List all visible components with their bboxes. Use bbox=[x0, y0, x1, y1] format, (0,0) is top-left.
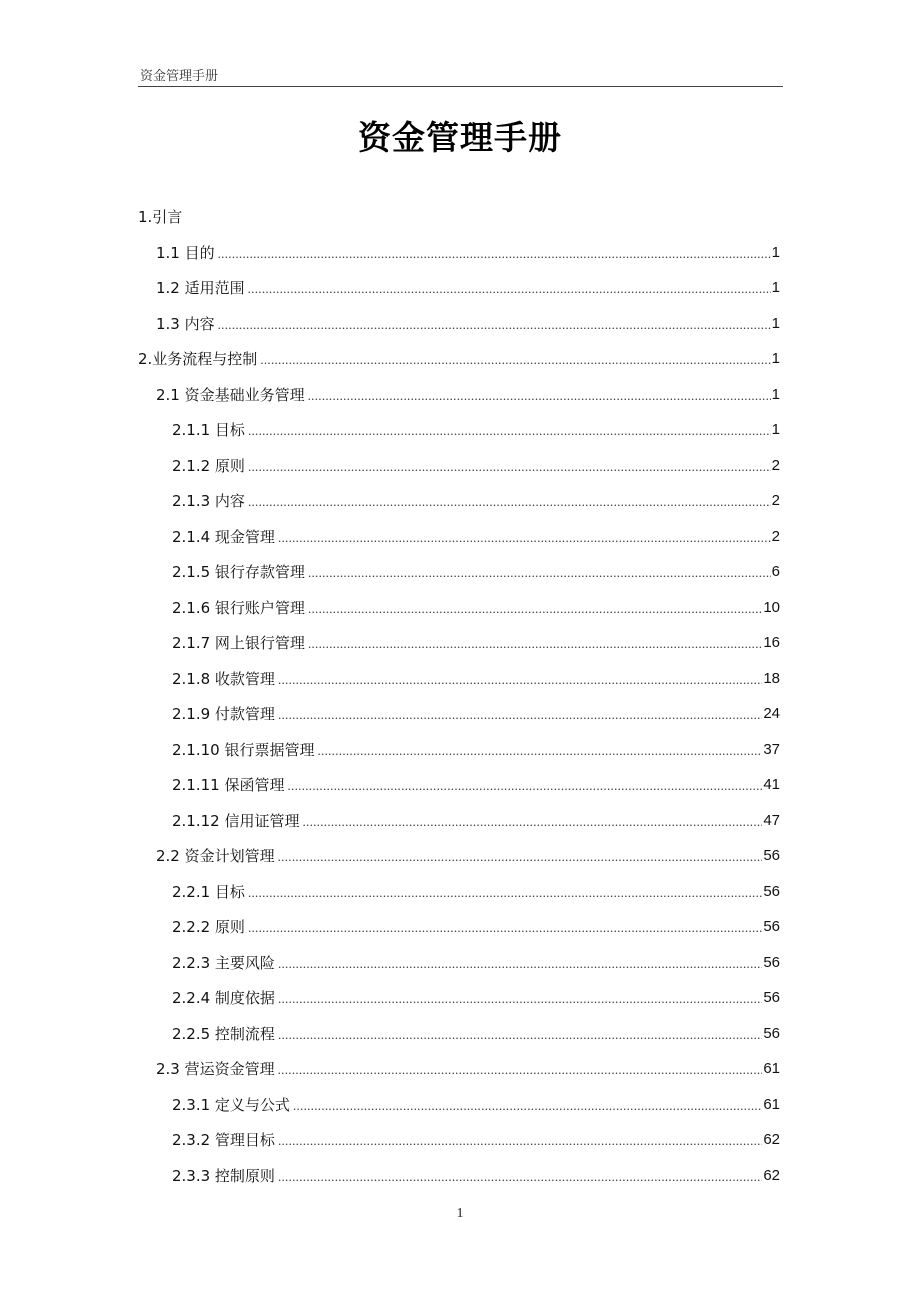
toc-entry-label: 2.1.2 原则 bbox=[172, 457, 245, 475]
toc-dot-leader bbox=[260, 344, 770, 374]
document-title: 资金管理手册 bbox=[358, 118, 562, 157]
toc-entry[interactable] bbox=[172, 948, 780, 978]
toc-entry-label: 2.1.11 保函管理 bbox=[172, 776, 285, 794]
toc-entry[interactable] bbox=[156, 841, 780, 871]
toc-entry-label: 2.3.2 管理目标 bbox=[172, 1131, 275, 1149]
toc-entry-label: 2.业务流程与控制 bbox=[138, 350, 258, 368]
toc-dot-leader bbox=[278, 522, 771, 552]
toc-entry-page: 37 bbox=[763, 741, 780, 758]
toc-entry-label: 2.1.4 现金管理 bbox=[172, 528, 275, 546]
toc-entry[interactable] bbox=[156, 380, 780, 410]
toc-entry[interactable] bbox=[172, 522, 780, 552]
toc-entry-page: 1 bbox=[771, 315, 780, 332]
toc-entry[interactable] bbox=[172, 983, 780, 1013]
toc-entry-page: 1 bbox=[771, 279, 780, 296]
toc-dot-leader bbox=[218, 238, 771, 268]
toc-entry-page: 1 bbox=[771, 421, 780, 438]
toc-entry[interactable] bbox=[172, 593, 780, 623]
toc-dot-leader bbox=[308, 380, 771, 410]
toc-dot-leader bbox=[248, 451, 771, 481]
toc-entry-label: 2.1.3 内容 bbox=[172, 492, 245, 510]
toc-entry-page: 24 bbox=[763, 705, 780, 722]
toc-entry-page: 56 bbox=[763, 918, 780, 935]
toc-entry-page: 56 bbox=[763, 847, 780, 864]
toc-entry[interactable] bbox=[172, 735, 780, 765]
toc-entry[interactable] bbox=[172, 486, 780, 516]
toc-entry[interactable] bbox=[172, 451, 780, 481]
toc-entry-label: 2.1.1 目标 bbox=[172, 421, 245, 439]
toc-dot-leader bbox=[278, 841, 763, 871]
toc-entry[interactable] bbox=[156, 309, 780, 339]
toc-dot-leader bbox=[287, 770, 762, 800]
toc-dot-leader bbox=[248, 415, 771, 445]
toc-entry-page: 62 bbox=[763, 1167, 780, 1184]
toc-entry-label: 2.1.10 银行票据管理 bbox=[172, 741, 315, 759]
toc-dot-leader bbox=[278, 699, 762, 729]
toc-entry-label: 1.2 适用范围 bbox=[156, 279, 245, 297]
toc-entry[interactable] bbox=[172, 1125, 780, 1155]
toc-entry-page: 61 bbox=[763, 1096, 780, 1113]
toc-entry-label: 2.1 资金基础业务管理 bbox=[156, 386, 305, 404]
toc-dot-leader bbox=[308, 593, 762, 623]
toc-dot-leader bbox=[278, 664, 762, 694]
toc-dot-leader bbox=[278, 1019, 762, 1049]
running-header-title: 资金管理手册 bbox=[140, 69, 219, 84]
toc-dot-leader bbox=[302, 806, 762, 836]
toc-entry-label: 2.1.6 银行账户管理 bbox=[172, 599, 305, 617]
toc-dot-leader bbox=[278, 948, 762, 978]
toc-entry[interactable] bbox=[172, 628, 780, 658]
toc-entry[interactable] bbox=[172, 877, 780, 907]
toc-dot-leader bbox=[248, 273, 771, 303]
toc-dot-leader bbox=[248, 912, 762, 942]
toc-entry-page: 47 bbox=[763, 812, 780, 829]
toc-entry[interactable] bbox=[172, 806, 780, 836]
page-number: 1 bbox=[456, 1206, 464, 1221]
toc-entry[interactable] bbox=[172, 912, 780, 942]
toc-entry-label: 1.1 目的 bbox=[156, 244, 215, 262]
toc-entry-page: 1 bbox=[771, 386, 780, 403]
toc-dot-leader bbox=[317, 735, 762, 765]
toc-entry-label: 2.1.9 付款管理 bbox=[172, 705, 275, 723]
toc-entry-page: 2 bbox=[771, 492, 780, 509]
toc-dot-leader bbox=[248, 486, 771, 516]
toc-entry-label: 2.2.5 控制流程 bbox=[172, 1025, 275, 1043]
toc-entry-page: 56 bbox=[763, 989, 780, 1006]
toc-dot-leader bbox=[293, 1090, 762, 1120]
toc-dot-leader bbox=[308, 557, 771, 587]
toc-entry-label: 2.3.3 控制原则 bbox=[172, 1167, 275, 1185]
toc-entry[interactable] bbox=[172, 1019, 780, 1049]
toc-entry[interactable] bbox=[156, 1054, 780, 1084]
toc-entry[interactable] bbox=[172, 1161, 780, 1191]
toc-entry-page: 6 bbox=[771, 563, 780, 580]
toc-entry[interactable] bbox=[172, 1090, 780, 1120]
toc-entry-label: 2.1.8 收款管理 bbox=[172, 670, 275, 688]
toc-entry-page: 2 bbox=[771, 528, 780, 545]
toc-entry-page: 10 bbox=[763, 599, 780, 616]
toc-entry[interactable] bbox=[172, 664, 780, 694]
toc-entry-label: 2.1.12 信用证管理 bbox=[172, 812, 300, 830]
toc-entry-page: 56 bbox=[763, 954, 780, 971]
toc-dot-leader bbox=[278, 1161, 762, 1191]
toc-entry-label: 2.2.2 原则 bbox=[172, 918, 245, 936]
toc-dot-leader bbox=[218, 309, 771, 339]
toc-entry-page: 56 bbox=[763, 883, 780, 900]
toc-entry-label: 2.2.4 制度依据 bbox=[172, 989, 275, 1007]
toc-entry-page: 1 bbox=[771, 350, 780, 367]
toc-entry[interactable] bbox=[172, 770, 780, 800]
toc-entry-intro[interactable] bbox=[138, 202, 780, 232]
toc-entry-label: 2.1.7 网上银行管理 bbox=[172, 634, 305, 652]
toc-entry-label: 2.2.3 主要风险 bbox=[172, 954, 275, 972]
toc-entry[interactable] bbox=[172, 557, 780, 587]
toc-entry-label: 2.3.1 定义与公式 bbox=[172, 1096, 290, 1114]
toc-entry-label: 1.引言 bbox=[138, 208, 183, 226]
toc-dot-leader bbox=[248, 877, 762, 907]
toc-entry-page: 2 bbox=[771, 457, 780, 474]
toc-dot-leader bbox=[308, 628, 762, 658]
toc-entry-page: 16 bbox=[763, 634, 780, 651]
toc-entry-label: 2.2.1 目标 bbox=[172, 883, 245, 901]
toc-entry[interactable] bbox=[172, 415, 780, 445]
toc-entry-label: 2.1.5 银行存款管理 bbox=[172, 563, 305, 581]
toc-entry[interactable] bbox=[156, 273, 780, 303]
toc-dot-leader bbox=[278, 983, 762, 1013]
toc-entry-label: 2.3 营运资金管理 bbox=[156, 1060, 275, 1078]
toc-entry-label: 1.3 内容 bbox=[156, 315, 215, 333]
toc-entry-page: 56 bbox=[763, 1025, 780, 1042]
toc-entry-page: 61 bbox=[763, 1060, 780, 1077]
toc-entry-page: 41 bbox=[763, 776, 780, 793]
toc-entry[interactable] bbox=[138, 344, 780, 374]
toc-dot-leader bbox=[278, 1054, 763, 1084]
toc-entry-page: 62 bbox=[763, 1131, 780, 1148]
toc-dot-leader bbox=[278, 1125, 762, 1155]
toc-entry-page: 18 bbox=[763, 670, 780, 687]
toc-entry-label: 2.2 资金计划管理 bbox=[156, 847, 275, 865]
toc-entry-page: 1 bbox=[771, 244, 780, 261]
toc-entry[interactable] bbox=[156, 238, 780, 268]
running-header bbox=[138, 64, 783, 87]
toc-entry[interactable] bbox=[172, 699, 780, 729]
